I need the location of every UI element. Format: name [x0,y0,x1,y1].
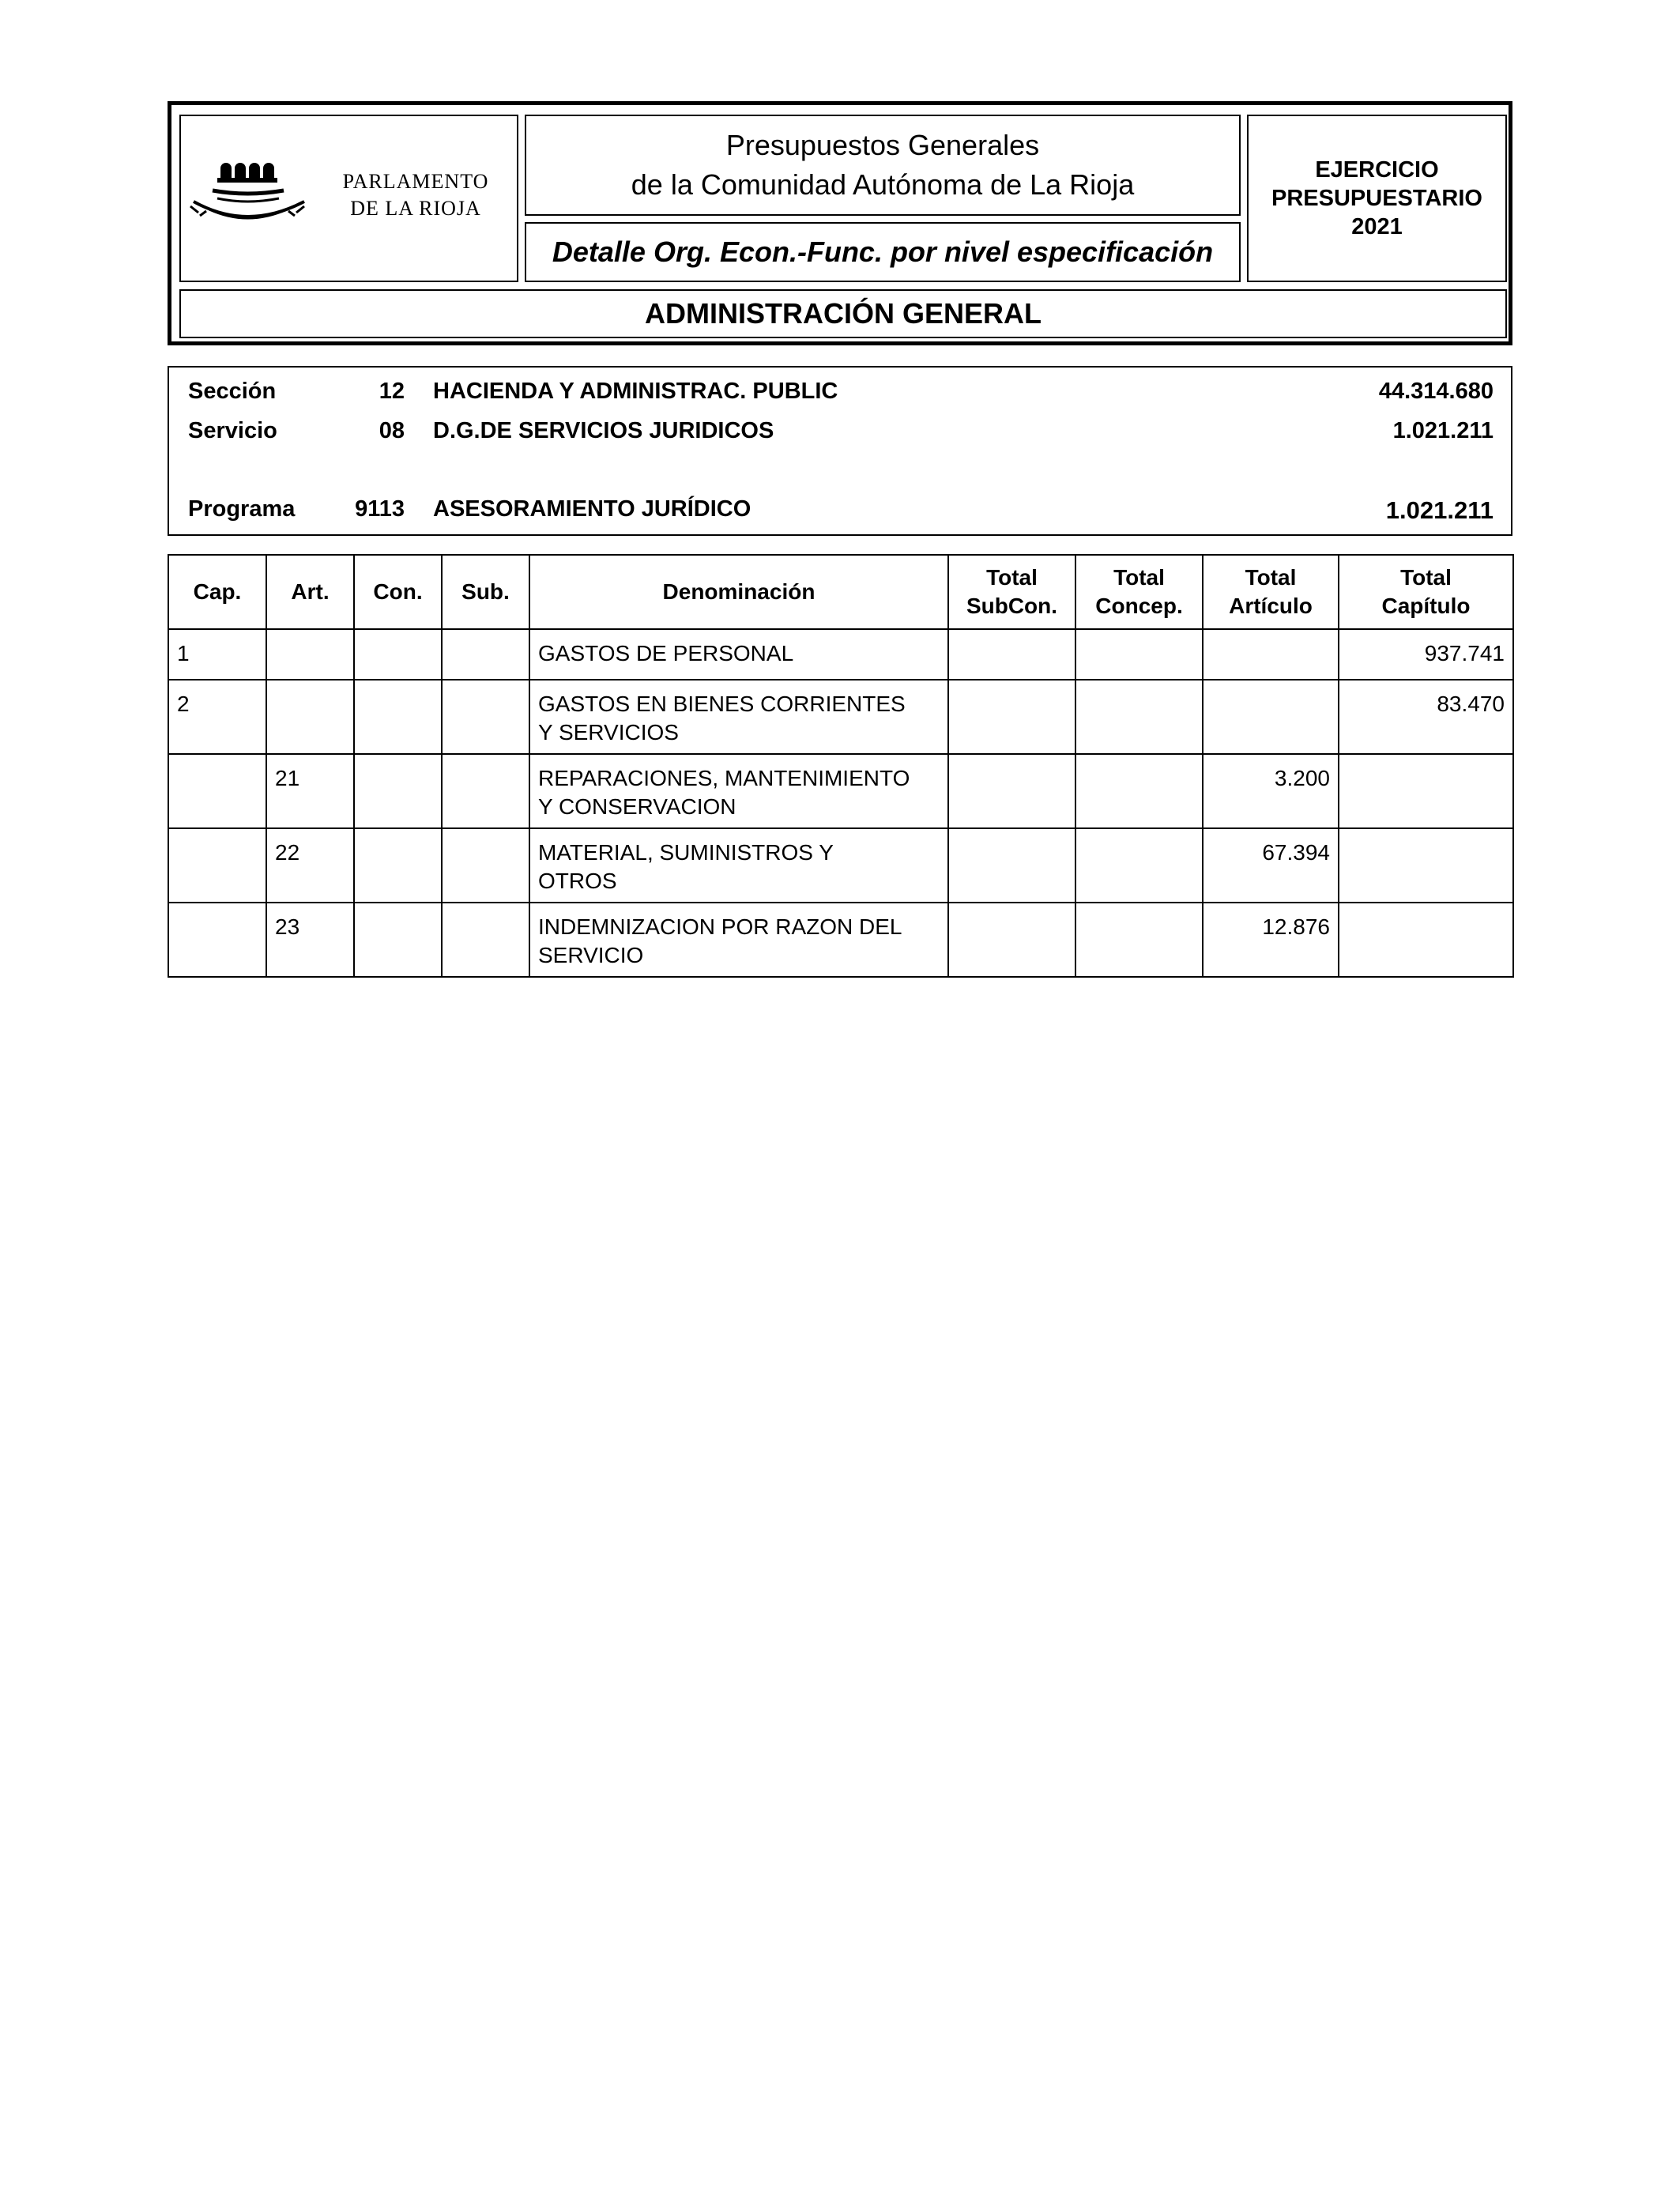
cell-con [354,680,442,754]
cell-con [354,754,442,828]
seccion-code: 12 [379,379,405,404]
cell-total-subcon [948,828,1075,903]
header-total-subcon-l2: SubCon. [966,594,1058,618]
denom-line-2: SERVICIO [538,943,644,967]
cell-denominacion [529,680,948,754]
seccion-amount: 44.314.680 [1378,379,1494,404]
cell-art: 23 [266,903,354,977]
cell-total-capitulo [1339,754,1513,828]
table-row [168,680,1513,754]
header-total-concep [1075,555,1203,629]
cell-cap [168,903,266,977]
cell-sub [442,680,529,754]
title-line-2: de la Comunidad Autónoma de La Rioja [631,168,1135,201]
cell-total-capitulo [1339,828,1513,903]
cell-denominacion [529,828,948,903]
header-total-articulo [1203,555,1339,629]
section-summary [168,366,1512,536]
table-header-row [168,555,1513,629]
denom-line-1: GASTOS EN BIENES CORRIENTES [538,692,906,716]
cell-con [354,828,442,903]
denom-line-2: Y SERVICIOS [538,720,679,745]
parliament-emblem-icon [186,149,320,236]
logo-box [179,115,518,282]
cell-total-articulo [1203,680,1339,754]
cell-total-concep [1075,754,1203,828]
table-row [168,754,1513,828]
cell-total-concep [1075,903,1203,977]
table-row [168,629,1513,680]
report-subtitle: Detalle Org. Econ.-Func. por nivel especificación [552,236,1214,268]
header-art: Art. [266,555,354,629]
cell-sub [442,754,529,828]
cell-total-capitulo [1339,903,1513,977]
programa-code: 9113 [355,496,405,522]
programa-name: ASESORAMIENTO JURÍDICO [433,496,751,522]
year-line-1: EJERCICIO [1315,157,1439,183]
cell-sub [442,903,529,977]
budget-table [168,554,1514,978]
admin-title-box [179,289,1507,338]
logo-text [325,168,507,222]
servicio-name: D.G.DE SERVICIOS JURIDICOS [433,418,774,443]
header-total-concep-l2: Concep. [1095,594,1183,618]
fiscal-year-box [1247,115,1507,282]
servicio-code: 08 [379,418,405,443]
cell-total-articulo [1203,629,1339,680]
cell-cap: 1 [168,629,266,680]
denom-line-1: MATERIAL, SUMINISTROS Y [538,840,834,865]
header-total-articulo-l2: Artículo [1229,594,1313,618]
cell-art [266,629,354,680]
cell-total-concep [1075,828,1203,903]
cell-art: 21 [266,754,354,828]
cell-con [354,903,442,977]
cell-total-subcon [948,754,1075,828]
cell-denominacion [529,629,948,680]
cell-con [354,629,442,680]
header-total-subcon [948,555,1075,629]
denom-line-1: INDEMNIZACION POR RAZON DEL [538,914,902,939]
cell-total-articulo: 12.876 [1203,903,1339,977]
header-denominacion: Denominación [529,555,948,629]
cell-total-articulo: 67.394 [1203,828,1339,903]
cell-cap [168,754,266,828]
title-box [525,115,1241,216]
cell-art [266,680,354,754]
header-sub: Sub. [442,555,529,629]
denom-line-1: GASTOS DE PERSONAL [538,641,794,665]
cell-sub [442,828,529,903]
header-con: Con. [354,555,442,629]
header-total-articulo-l1: Total [1245,565,1297,590]
cell-cap: 2 [168,680,266,754]
cell-total-subcon [948,629,1075,680]
cell-total-concep [1075,629,1203,680]
cell-cap [168,828,266,903]
cell-denominacion [529,754,948,828]
denom-line-2: OTROS [538,869,617,893]
logo-text-line2: DE LA RIOJA [350,197,481,220]
header-total-capitulo [1339,555,1513,629]
servicio-amount: 1.021.211 [1392,418,1494,443]
seccion-label: Sección [188,379,277,404]
logo-text-line1: PARLAMENTO [342,170,489,193]
seccion-name: HACIENDA Y ADMINISTRAC. PUBLIC [433,379,838,404]
cell-total-subcon [948,903,1075,977]
cell-total-capitulo: 83.470 [1339,680,1513,754]
header-total-concep-l1: Total [1113,565,1165,590]
table-row [168,903,1513,977]
cell-denominacion [529,903,948,977]
programa-amount: 1.021.211 [1385,496,1494,524]
cell-total-subcon [948,680,1075,754]
table-row [168,828,1513,903]
title-line-1: Presupuestos Generales [725,129,1040,161]
year-line-2: PRESUPUESTARIO [1271,186,1482,211]
admin-title: ADMINISTRACIÓN GENERAL [645,297,1042,330]
denom-line-2: Y CONSERVACION [538,794,736,819]
header-cap: Cap. [168,555,266,629]
servicio-label: Servicio [188,418,277,443]
subtitle-box [525,222,1241,282]
cell-total-articulo: 3.200 [1203,754,1339,828]
cell-sub [442,629,529,680]
document-header [168,101,1512,345]
denom-line-1: REPARACIONES, MANTENIMIENTO [538,766,910,790]
header-total-capitulo-l1: Total [1400,565,1452,590]
header-total-subcon-l1: Total [986,565,1038,590]
cell-total-concep [1075,680,1203,754]
header-total-capitulo-l2: Capítulo [1381,594,1471,618]
year-line-3: 2021 [1351,214,1403,239]
programa-label: Programa [188,496,296,522]
cell-art: 22 [266,828,354,903]
cell-total-capitulo: 937.741 [1339,629,1513,680]
